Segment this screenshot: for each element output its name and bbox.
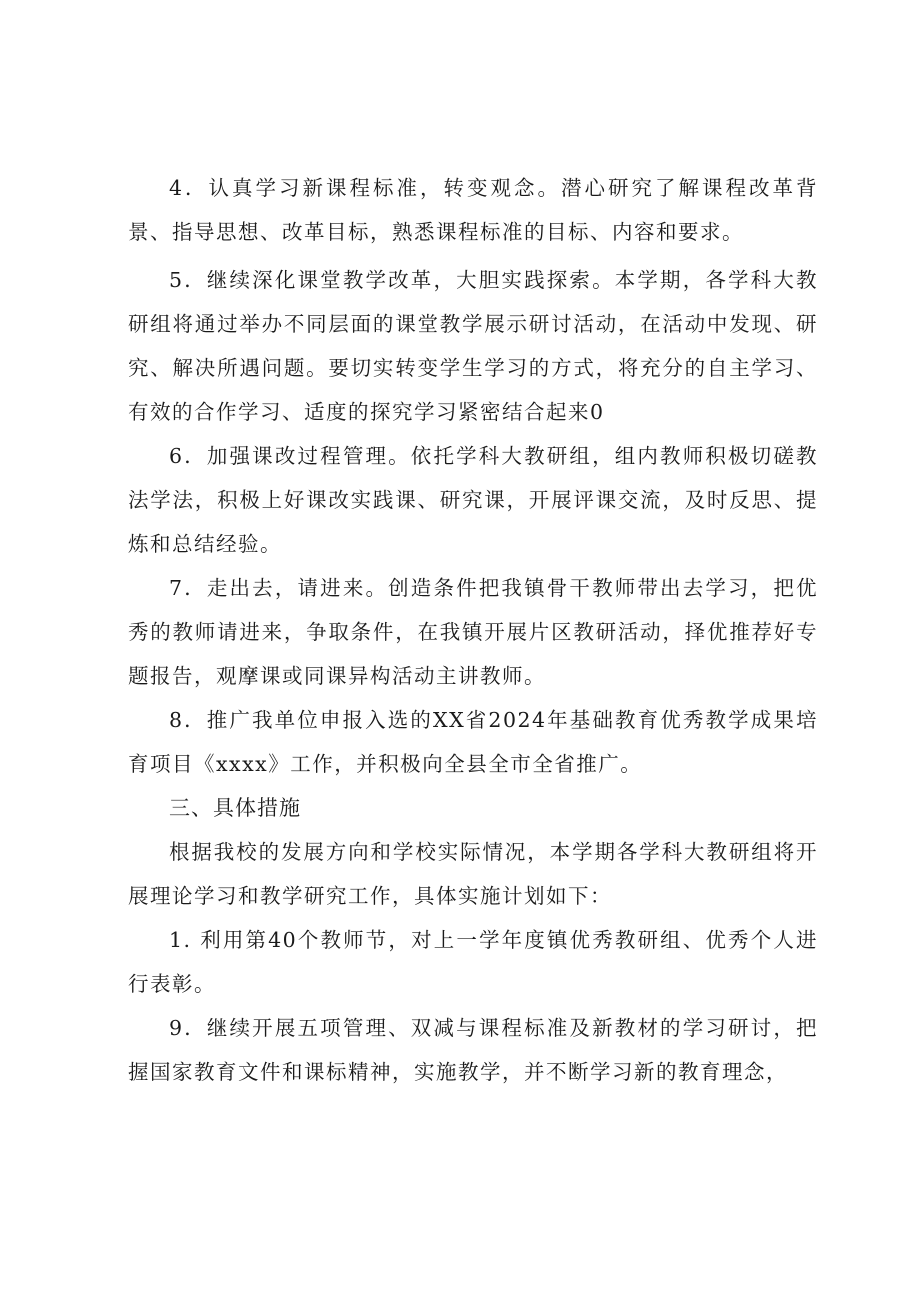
measure-item-1: 1. 利用第40个教师节，对上一学年度镇优秀教研组、优秀个人进行表彰。 — [128, 928, 818, 996]
paragraph-item-6: 6．加强课改过程管理。依托学科大教研组，组内教师积极切磋教法学法，积极上好课改实践课、研究课，开展评课交流，及时反思、提炼和总结经验。 — [128, 444, 818, 556]
measure-item-9: 9．继续开展五项管理、双减与课程标准及新教材的学习研讨，把握国家教育文件和课标精神，实施教学，并不断学习新的教育理念， — [128, 1016, 818, 1084]
paragraph-item-4: 4．认真学习新课程标准，转变观念。潜心研究了解课程改革背景、指导思想、改革目标，熟悉课程标准的目标、内容和要求。 — [128, 176, 818, 244]
paragraph-item-5: 5．继续深化课堂教学改革，大胆实践探索。本学期，各学科大教研组将通过举办不同层面的课堂教学展示研讨活动，在活动中发现、研究、解决所遇问题。要切实转变学生学习的方式，将充分的自主学习、有效的合作学习、适度的探究学习紧密结合起来0 — [128, 268, 818, 424]
paragraph-item-7: 7．走出去，请进来。创造条件把我镇骨干教师带出去学习，把优秀的教师请进来，争取条件，在我镇开展片区教研活动，择优推荐好专题报告，观摩课或同课异构活动主讲教师。 — [128, 576, 818, 688]
intro-paragraph: 根据我校的发展方向和学校实际情况，本学期各学科大教研组将开展理论学习和教学研究工作，具体实施计划如下： — [128, 840, 818, 908]
section-heading: 三、具体措施 — [169, 796, 301, 820]
paragraph-item-8: 8．推广我单位申报入选的XX省2024年基础教育优秀教学成果培育项目《xxxx》工作，并积极向全县全市全省推广。 — [128, 708, 818, 776]
